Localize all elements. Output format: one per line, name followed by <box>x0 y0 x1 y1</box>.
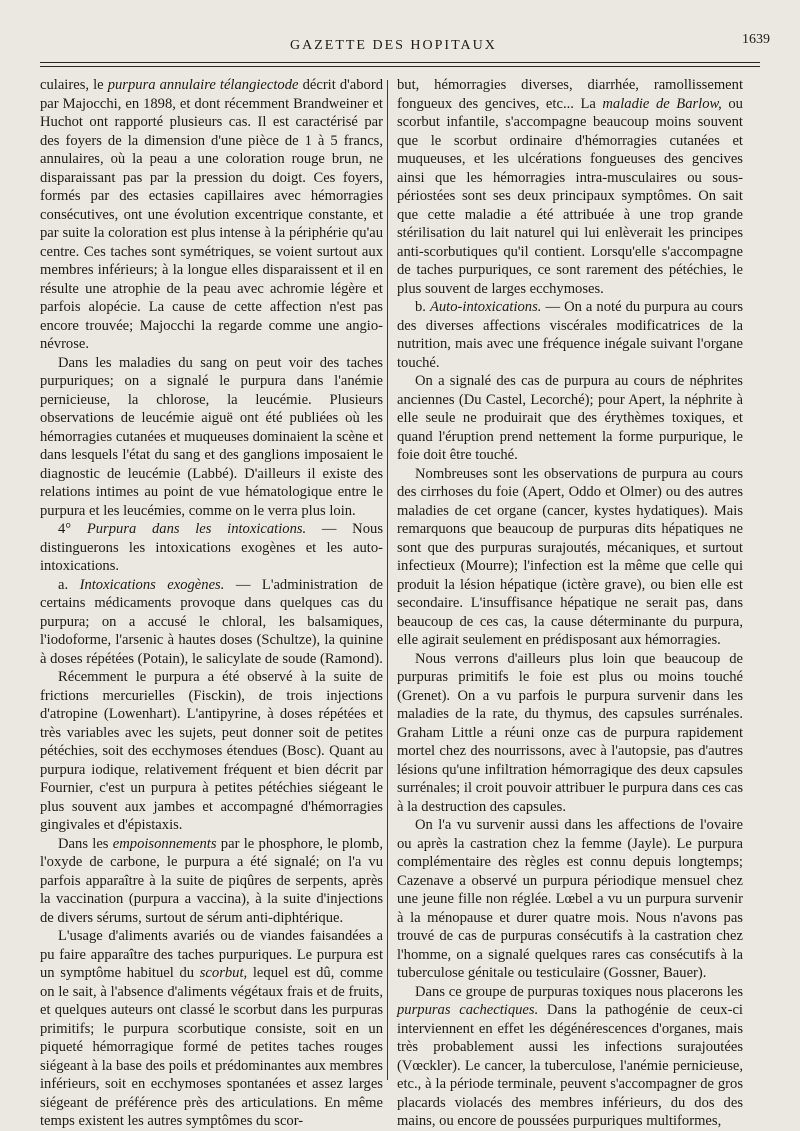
paragraph: but, hémorragies diverses, diarrhée, ramollissement fongueux des gencives, etc... La maladie de Barlow, ou scorbut infantile, s'accompagne beaucoup moins souvent que le scorbut ordinaire d'hémorragies cutanées et muqueuses, et les ulcérations fongueuses des gencives ainsi que les hémorragies intra-musculaires ou sous-périostées sont ses deux principaux symptômes. On sait que cette maladie a été attribuée à une trop grande stérilisation du lait naturel qui lui enlèverait les principes anti-scorbutiques qu'il contient. Lorsqu'elle s'accompagne de taches purpuriques, ce sont rarement des pétéchies, le plus souvent de larges ecchymoses. <box>397 77 743 297</box>
right-column <box>397 76 743 1129</box>
paragraph: On a signalé des cas de purpura au cours de néphrites anciennes (Du Castel, Lecorché); pour Apert, la néphrite à elle seule ne produirait que des érythèmes toxiques, et quand l'éruption prend nettement la forme purpurique, le foie doit être touché. <box>397 373 743 463</box>
header-rule-thin <box>40 66 760 67</box>
page-header <box>40 22 770 70</box>
paragraph: Nous verrons d'ailleurs plus loin que beaucoup de purpuras primitifs le foie est plus ou moins touché (Grenet). On a vu parfois le purpura survenir dans les maladies de la rate, du thymus, des capsules surrénales. Graham Little a réuni onze cas de purpura rapidement mortel chez des nourrissons, avec à l'autopsie, pas d'autres lésions qu'une infiltration hémorragique des deux capsules surrénales; il croit pouvoir attribuer le purpura dans ces cas à la destruction des capsules. <box>397 650 743 815</box>
paragraph: Nombreuses sont les observations de purpura au cours des cirrhoses du foie (Apert, Oddo et Olmer) ou des autres maladies de cet organe (cancer, kystes hydatiques). Mais remarquons que beaucoup de purpuras dits hépatiques ne sont que des purpuras surajoutés, mécaniques, et surtout infectieux (Mourre); l'infection est la même que celle qui produit la lésion hépatique (ictère grave), ou bien elle est secondaire. L'insuffisance hépatique ne serait pas, dans beaucoup de ces cas, la cause déterminante du purpura, elle agirait seulement en prédisposant aux hémorragies. <box>397 465 743 648</box>
running-title: GAZETTE DES HOPITAUX <box>290 38 497 53</box>
page-number: 1639 <box>742 32 770 47</box>
paragraph: Dans les maladies du sang on peut voir des taches purpuriques; on a signalé le purpura dans l'anémie pernicieuse, la chlorose, la leucémie. Plusieurs observations de leucémie aiguë ont été publiées où les hémorragies cutanées et muqueuses dominaient la scène et dans lesquels l'état du sang et des ganglions imposaient le diagnostic de leucémie (Labbé). D'ailleurs il existe des relations intimes au point de vue hématologique entre le purpura et les leucémies, comme on le verra plus loin. <box>40 354 383 519</box>
header-rule <box>40 62 760 63</box>
left-column <box>40 76 384 1129</box>
section-heading-paragraph: 4° Purpura dans les intoxications. — Nous distinguerons les intoxications exogènes et les auto-intoxications. <box>40 521 383 574</box>
paragraph: Récemment le purpura a été observé à la suite de frictions mercurielles (Fisckin), de trois injections d'atropine (Lowenhart). L'antipyrine, à doses répétées et très variables avec les sujets, peut donner soit de petites pétéchies, soit des ecchymoses étendues (Bosc). Quant au purpura iodique, relativement fréquent et bien décrit par Fournier, c'est un purpura à petites pétéchies siégeant le plus souvent aux jambes et accompagné d'hémorragies gingivales et d'épistaxis. <box>40 669 383 833</box>
paragraph: culaires, le purpura annulaire télangiectode décrit d'abord par Majocchi, en 1898, et dont récemment Brandweiner et Huchot ont rapporté plusieurs cas. Il est caractérisé par des foyers de la dimension d'une pièce de 1 à 5 francs, annulaires, où la peau a une coloration rouge brun, ne disparaissant pas par la pression du doigt. Ces foyers, formés par des ectasies capillaires avec hémorragies consécutives, ont une évolution excentrique constante, et par suite la coloration est plus intense à la périphérie qu'au centre. Ces taches sont symétriques, se voient surtout aux membres inférieurs; à la longue elles disparaissent et il en résulte une atrophie de la peau avec achromie légère et parfois alopécie. La cause de cette affection n'est pas encore trouvée; Majocchi la regarde comme une angio-névrose. <box>40 77 384 352</box>
paragraph: b. Auto-intoxications. — On a noté du purpura au cours des diverses affections viscérales modificatrices de la nutrition, mais avec une fréquence inégale suivant l'organe touché. <box>397 299 743 371</box>
paragraph: Dans les empoisonnements par le phosphore, le plomb, l'oxyde de carbone, le purpura a été signalé; on l'a vu parfois apparaître à la suite de piqûres de serpents, après la vaccination (purpura a vaccina), à la suite d'injections de divers sérums, surtout de sérum anti-diphtérique. <box>40 835 383 926</box>
column-divider <box>387 80 388 1080</box>
paragraph: L'usage d'aliments avariés ou de viandes faisandées a pu faire apparaître des taches purpuriques. Le purpura est un symptôme habituel du scorbut, lequel est dû, comme on le sait, à l'absence d'aliments végétaux frais et de fruits, et quelques auteurs ont classé le scorbut dans les purpuras primitifs; le purpura scorbutique consiste, soit en un piqueté hémorragique formé de petites taches rouges siégeant à la base des poils et prédominantes aux membres inférieurs, soit en ecchymoses spontanées et assez larges siégeant de préférence près des articulations. En même temps existent les autres symptômes du scor- <box>40 928 383 1129</box>
paragraph: On l'a vu survenir aussi dans les affections de l'ovaire ou après la castration chez la femme (Jayle). Le purpura complémentaire des règles est connu depuis longtemps; Cazenave a observé un purpura périodique mensuel chez une jeune fille non réglée. Lœbel a vu un purpura survenir à la ménopause et durer quatre mois. Nous n'avons pas trouvé de cas de purpuras consécutifs à la castration chez l'homme, on a signalé quelques rares cas consécutifs à la tuberculose génitale ou testiculaire (Gossner, Bauer). <box>397 817 743 981</box>
paragraph: a. Intoxications exogènes. — L'administration de certains médicaments provoque dans quelques cas du purpura; on a accusé le chloral, les balsamiques, l'iodoforme, l'arsenic à hautes doses (Schultze), la quinine à doses répétées (Potain), le salicylate de soude (Ramond). <box>40 576 383 667</box>
paragraph: Dans ce groupe de purpuras toxiques nous placerons les purpuras cachectiques. Dans la pathogénie de ceux-ci interviennent en effet les dégénérescences d'organes, mais très probablement aussi les infections surajoutées (Vœckler). Le cancer, la tuberculose, l'anémie pernicieuse, etc., à la période terminale, peuvent s'accompagner de gros placards violacés des membres inférieurs, du dos des mains, ou encore de poussées purpuriques multiformes, <box>397 983 743 1129</box>
